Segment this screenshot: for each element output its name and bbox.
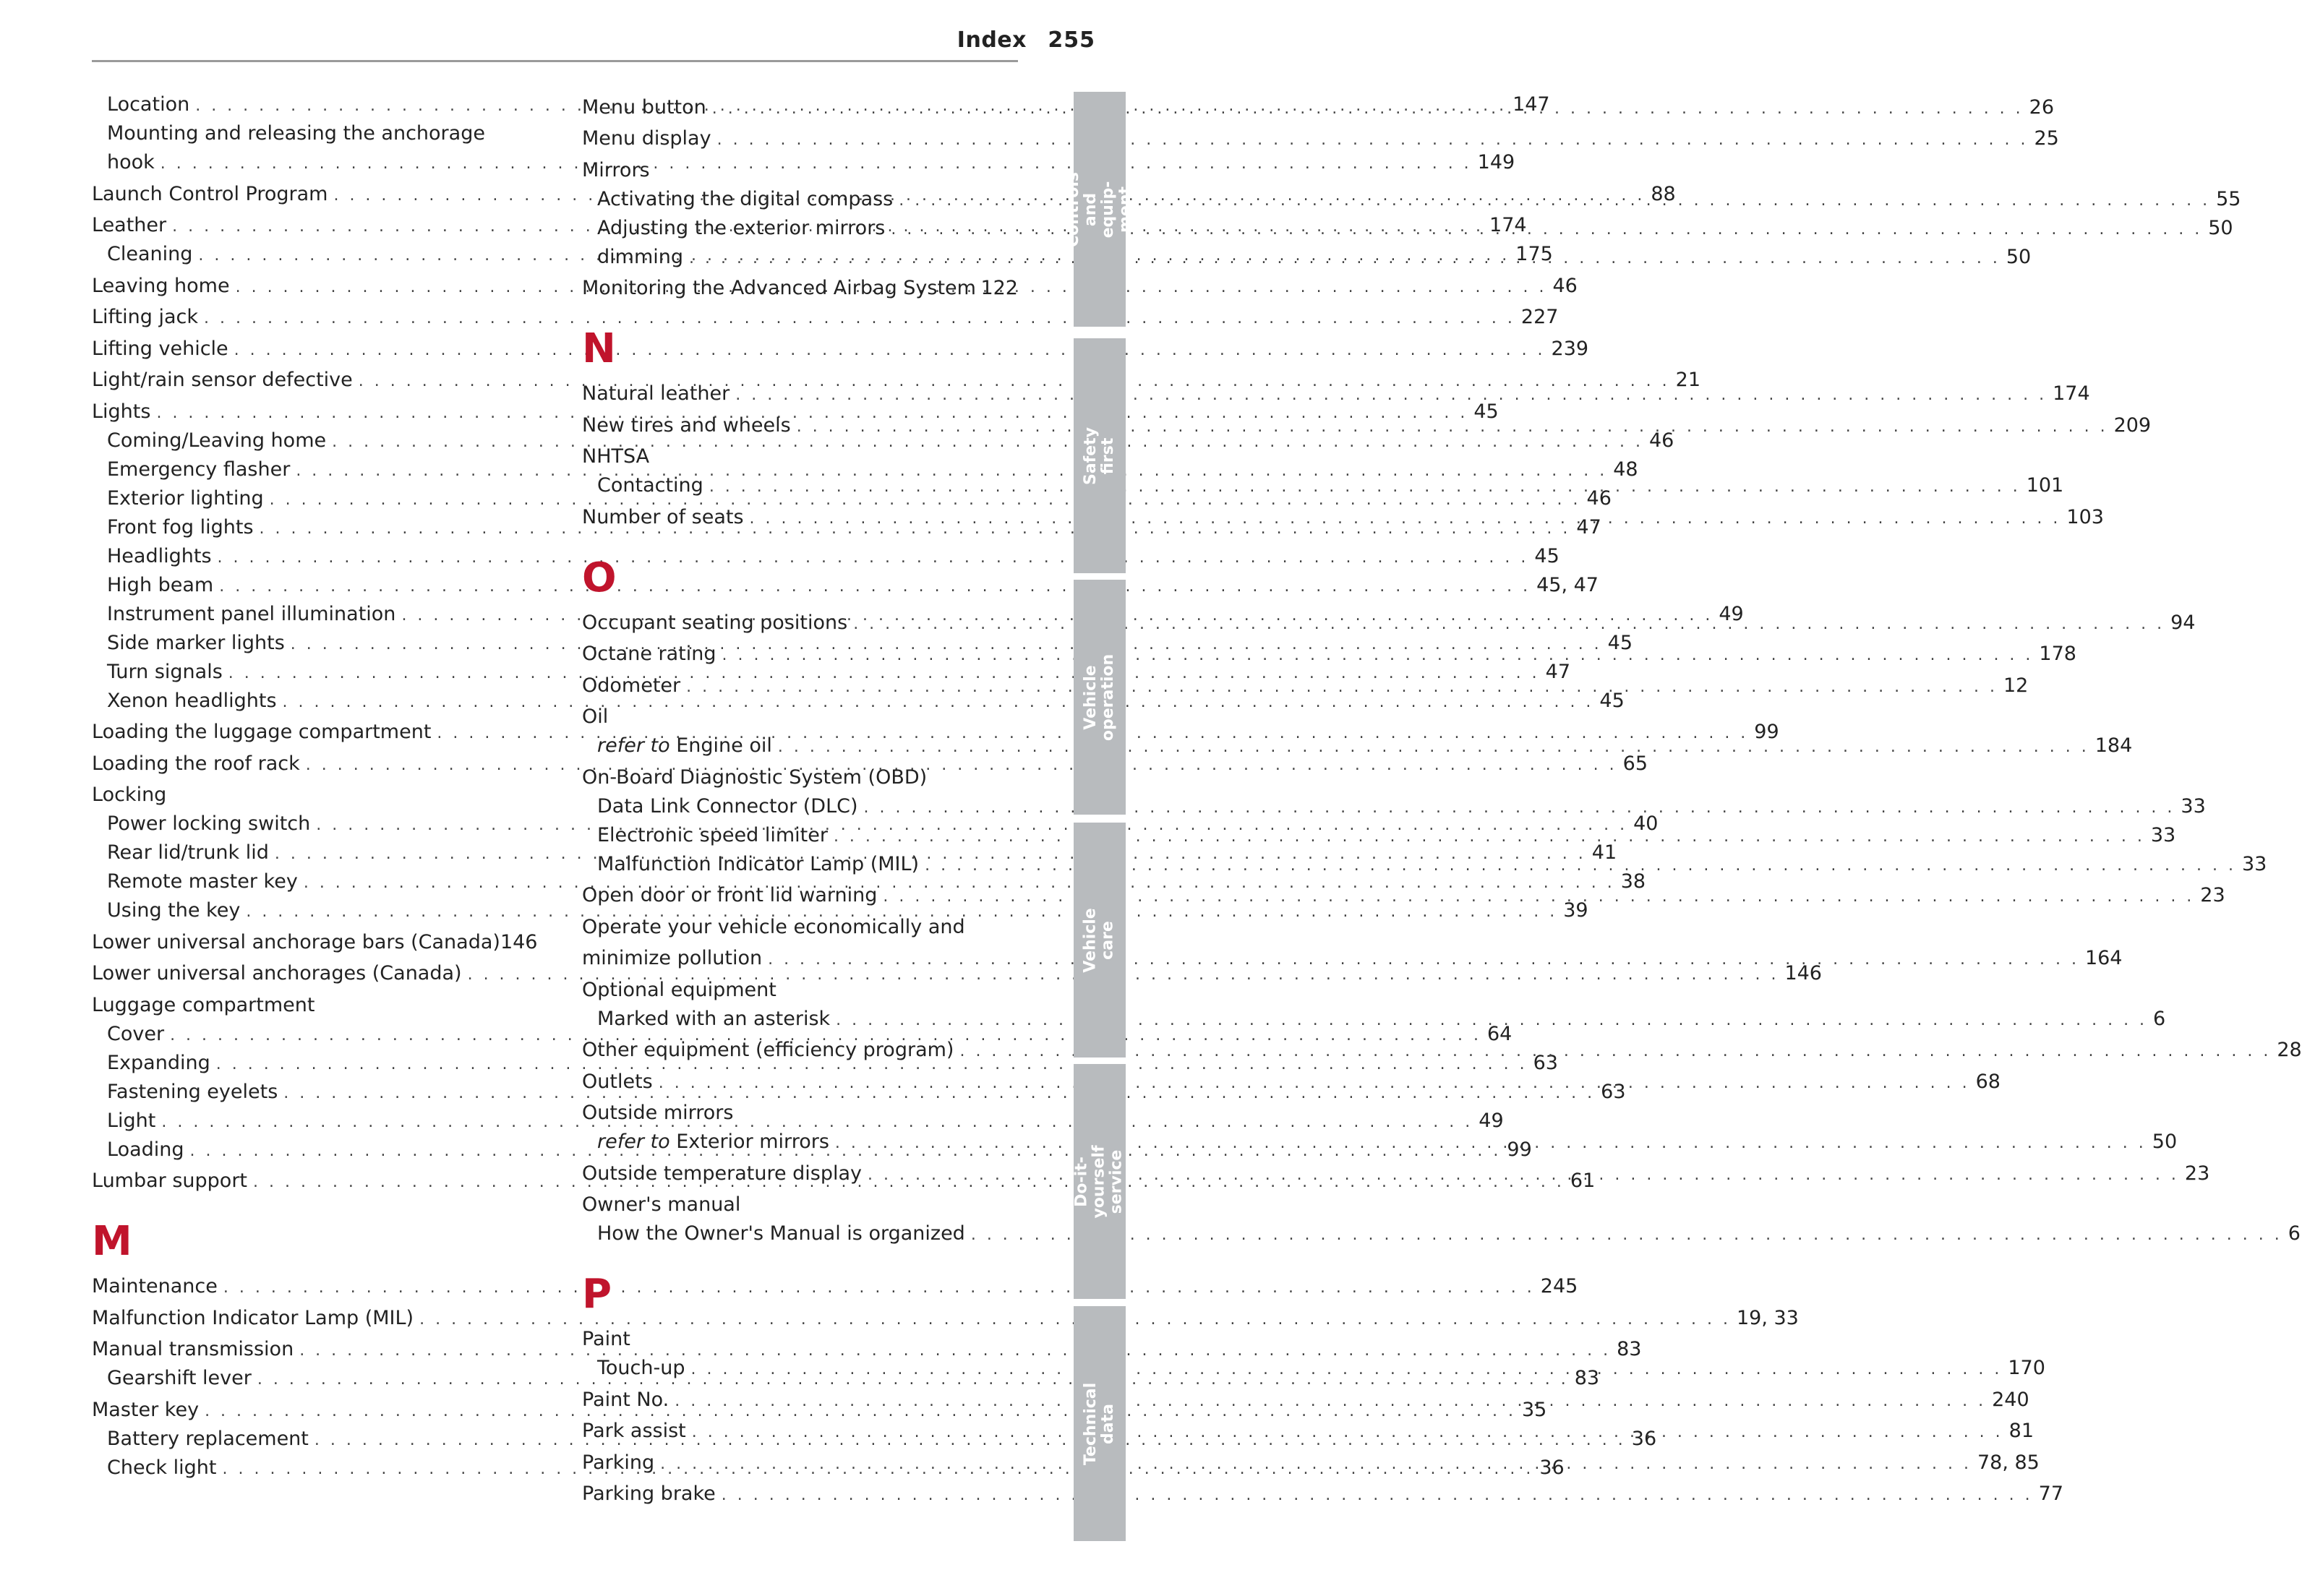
entry-label: Power locking switch <box>107 812 311 835</box>
entry-label: Contacting <box>597 474 703 497</box>
entry-page-number: 47 <box>1545 660 1570 683</box>
section-tab-label: Do-it-yourself service <box>1073 1144 1126 1219</box>
entry-label: New tires and wheels <box>582 413 791 437</box>
index-entry <box>582 1325 1018 1354</box>
dot-leader <box>864 794 2175 823</box>
section-tab-label: Safety first <box>1082 426 1118 485</box>
section-tab[interactable] <box>1074 1064 1126 1299</box>
entry-label <box>597 1128 829 1157</box>
dot-leader <box>836 1006 2147 1035</box>
entry-page-number: 146 <box>500 930 538 953</box>
dot-leader <box>659 1069 1970 1098</box>
dot-leader <box>712 95 2024 124</box>
cross-reference-prefix: refer to <box>597 1130 670 1153</box>
entry-label: Number of seats <box>582 505 744 528</box>
entry-page-number: 33 <box>2241 852 2267 875</box>
entry-page-number: 19, 33 <box>1736 1306 1799 1329</box>
entry-page-number: 36 <box>1539 1456 1565 1479</box>
entry-label: Menu display <box>582 127 711 150</box>
entry-label: Rear lid/trunk lid <box>107 841 269 864</box>
index-entry <box>582 124 2059 153</box>
entry-page-number: 63 <box>1533 1051 1558 1074</box>
entry-page-number: 178 <box>2039 643 2076 665</box>
dot-leader <box>686 673 1998 702</box>
entry-page-number: 77 <box>2038 1483 2063 1505</box>
entry-label: Optional equipment <box>582 978 776 1001</box>
entry-label: Data Link Connector (DLC) <box>597 794 858 818</box>
entry-label: Remote master key <box>107 870 298 893</box>
entry-label: How the Owner's Manual is organized <box>597 1222 965 1245</box>
entry-label: Park assist <box>582 1420 686 1442</box>
index-entry <box>92 303 1559 332</box>
dot-leader <box>778 733 2089 762</box>
index-entry <box>92 1272 1578 1301</box>
index-entry <box>92 781 526 810</box>
entry-label: Touch-up <box>597 1357 685 1379</box>
entry-label: Monitoring the Advanced Airbag System <box>582 277 976 299</box>
entry-label: Activating the digital compass <box>597 187 894 210</box>
dot-leader <box>797 413 2108 442</box>
index-subentry <box>582 792 2206 821</box>
dot-leader <box>768 945 2079 974</box>
entry-page-number: 239 <box>1551 337 1589 360</box>
entry-label: Paint No. <box>582 1388 669 1411</box>
dot-leader <box>709 473 2021 502</box>
entry-label: Loading the luggage compartment <box>92 721 432 743</box>
entry-label: Occupant seating positions <box>582 611 848 634</box>
entry-label: Paint <box>582 1328 630 1350</box>
entry-label: Check light <box>107 1456 217 1479</box>
index-letter-heading: O <box>582 554 617 601</box>
cross-reference-prefix: refer to <box>597 734 670 757</box>
entry-label: Headlights <box>107 544 212 567</box>
entry-page-number: 25 <box>2034 127 2059 150</box>
dot-leader <box>971 1221 2282 1250</box>
entry-label: Exterior lighting <box>107 486 264 510</box>
dot-leader <box>722 641 2034 670</box>
section-tab-label: Vehicle operation <box>1082 653 1117 741</box>
entry-label: minimize pollution <box>582 947 763 969</box>
section-tab[interactable] <box>1074 1306 1126 1541</box>
dot-leader <box>722 1481 2033 1510</box>
entry-page-number: 83 <box>1574 1367 1600 1389</box>
entry-page-number: 184 <box>2095 734 2133 757</box>
entry-page-number: 12 <box>2003 674 2029 697</box>
entry-label: Light/rain sensor defective <box>92 369 353 391</box>
entry-page-number: 83 <box>1617 1338 1642 1360</box>
entry-page-number: 40 <box>1633 812 1659 835</box>
entry-label: Malfunction Indicator Lamp (MIL) <box>92 1306 414 1329</box>
entry-label: Natural leather <box>582 382 730 405</box>
entry-label: Parking brake <box>582 1483 716 1505</box>
entry-label: Adjusting the exterior mirrors <box>597 216 886 239</box>
entry-page-number: 227 <box>1520 306 1559 328</box>
entry-page-number: 23 <box>2184 1162 2210 1185</box>
section-tab-label: Vehicle care <box>1082 907 1118 973</box>
entry-page-number: 88 <box>1651 182 1676 205</box>
index-entry <box>92 335 1589 364</box>
entry-page-number: 28 <box>2277 1039 2302 1061</box>
dot-leader <box>835 1129 2147 1158</box>
dot-leader <box>660 1450 1972 1479</box>
entry-label: Side marker lights <box>107 631 285 654</box>
index-entry <box>582 156 1018 185</box>
entry-label: Operate your vehicle economically and <box>582 915 965 938</box>
entry-label: Using the key <box>107 899 241 922</box>
dot-leader <box>691 1355 2003 1384</box>
entry-label: Outlets <box>582 1070 653 1093</box>
entry-label: Emergency flasher <box>107 458 291 481</box>
entry-label: Fastening eyelets <box>107 1080 278 1103</box>
dot-leader <box>868 1161 2179 1190</box>
index-entry <box>92 959 1822 988</box>
dot-leader <box>689 244 2001 273</box>
entry-page-number: 101 <box>2026 474 2064 497</box>
section-tab[interactable] <box>1074 823 1126 1057</box>
entry-label: Maintenance <box>92 1275 218 1297</box>
entry-page-number: 81 <box>2008 1420 2034 1442</box>
index-entry <box>582 442 1018 471</box>
entry-label: Light <box>107 1109 156 1132</box>
entry-page-number: 50 <box>2006 245 2032 268</box>
entry-page-number: 175 <box>1515 243 1553 265</box>
entry-page-number: 33 <box>2150 823 2176 846</box>
entry-page-number: 6 <box>2288 1222 2301 1245</box>
entry-page-number: 36 <box>1631 1427 1657 1450</box>
entry-label: Cleaning <box>107 243 193 265</box>
page-header <box>92 27 1095 62</box>
entry-page-number: 38 <box>1620 870 1646 893</box>
cross-reference-target: Exterior mirrors <box>676 1130 829 1153</box>
index-entry <box>92 1304 1799 1333</box>
entry-label: Expanding <box>107 1051 210 1074</box>
entry-page-number: 45 <box>1599 689 1625 712</box>
dot-leader <box>853 610 2165 639</box>
entry-label: Loading <box>107 1138 184 1161</box>
entry-page-number: 61 <box>1570 1170 1596 1192</box>
entry-page-number: 64 <box>1486 1022 1512 1045</box>
entry-label: Outside temperature display <box>582 1162 863 1185</box>
index-entry <box>582 703 1018 732</box>
entry-label: Battery replacement <box>107 1427 309 1450</box>
entry-label: Electronic speed limiter <box>597 823 828 846</box>
entry-label: Cover <box>107 1022 165 1045</box>
index-subentry <box>92 1020 1512 1049</box>
entry-label: Lifting jack <box>92 306 199 328</box>
entry-label: Master key <box>92 1398 200 1421</box>
page-number: 255 <box>1048 27 1095 53</box>
index-entry <box>582 672 2029 700</box>
entry-label: Leaving home <box>92 274 230 297</box>
entry-label: Instrument panel illumination <box>107 602 396 625</box>
index-subentry <box>92 687 1625 716</box>
index-subentry <box>582 1219 2301 1248</box>
entry-page-number: 103 <box>2066 505 2104 528</box>
index-entry <box>92 928 538 957</box>
entry-label: On-Board Diagnostic System (OBD) <box>582 765 928 789</box>
entry-label: Leather <box>92 214 167 236</box>
cross-reference-target: Engine oil <box>676 734 772 757</box>
entry-label <box>597 732 772 760</box>
index-entry <box>582 913 1018 942</box>
index-subentry <box>92 542 1559 571</box>
entry-page-number: 245 <box>1540 1275 1578 1297</box>
entry-label: dimming <box>597 245 683 268</box>
entry-page-number: 45 <box>1473 400 1499 423</box>
entry-label: hook <box>107 151 155 173</box>
entry-page-number: 240 <box>1992 1388 2029 1411</box>
section-tab[interactable] <box>1074 338 1126 573</box>
entry-label: Xenon headlights <box>107 689 277 712</box>
section-tab[interactable] <box>1074 580 1126 815</box>
entry-page-number: 147 <box>1512 93 1550 116</box>
entry-page-number: 209 <box>2113 413 2152 437</box>
entry-label: Oil <box>582 705 609 728</box>
entry-page-number: 149 <box>1477 151 1515 173</box>
entry-page-number: 45 <box>1607 631 1633 654</box>
entry-page-number: 146 <box>1784 962 1822 984</box>
index-subentry <box>92 119 526 148</box>
dot-leader <box>675 1387 1986 1416</box>
index-subentry <box>92 426 1674 455</box>
section-tab-label: Technical data <box>1082 1382 1117 1465</box>
index-entry <box>582 1190 1018 1219</box>
entry-page-number: 94 <box>2170 611 2196 634</box>
entry-page-number: 164 <box>2084 947 2123 969</box>
entry-label: Front fog lights <box>107 515 254 539</box>
entry-page-number: 63 <box>1601 1080 1626 1103</box>
entry-page-number: 55 <box>2216 187 2241 210</box>
entry-label: Location <box>107 93 190 116</box>
entry-page-number: 65 <box>1622 752 1648 775</box>
entry-page-number: 35 <box>1521 1398 1547 1421</box>
entry-label: Mounting and releasing the anchorage <box>107 122 485 145</box>
entry-page-number: 26 <box>2029 95 2055 119</box>
entry-label: Odometer <box>582 674 681 697</box>
index-letter-heading: P <box>582 1271 612 1318</box>
entry-page-number: 99 <box>1754 721 1779 743</box>
entry-label: Octane rating <box>582 643 716 665</box>
entry-label: Gearshift lever <box>107 1367 252 1389</box>
entry-page-number: 50 <box>2152 1130 2178 1153</box>
entry-page-number: 48 <box>1613 458 1638 481</box>
entry-page-number: 47 <box>1576 515 1601 539</box>
entry-label: Lifting vehicle <box>92 337 228 360</box>
entry-page-number: 50 <box>2208 216 2233 239</box>
entry-page-number: 49 <box>1719 602 1744 625</box>
entry-page-number: 41 <box>1591 841 1617 864</box>
page-title: Index <box>957 27 1027 53</box>
entry-label: NHTSA <box>582 445 650 468</box>
entry-label: Open door or front lid warning <box>582 884 878 906</box>
entry-label: Launch Control Program <box>92 182 328 205</box>
entry-label: Locking <box>92 784 167 806</box>
entry-page-number: 49 <box>1479 1109 1504 1132</box>
entry-page-number: 170 <box>2008 1357 2045 1379</box>
entry-page-number: 45 <box>1534 544 1559 567</box>
entry-page-number: 45, 47 <box>1536 573 1599 596</box>
dot-leader <box>959 1037 2271 1066</box>
entry-label: Other equipment (efficiency program) <box>582 1039 954 1061</box>
entry-label: Parking <box>582 1451 655 1474</box>
dot-leader <box>750 505 2061 533</box>
dot-leader <box>735 381 2047 410</box>
index-entry <box>582 976 1018 1005</box>
entry-label: Owner's manual <box>582 1193 741 1216</box>
entry-page-number: 46 <box>1552 274 1578 297</box>
entry-page-number: 46 <box>1586 486 1612 510</box>
entry-page-number: 174 <box>2053 382 2090 405</box>
index-entry <box>582 763 1018 792</box>
header-divider <box>92 60 1018 62</box>
index-letter-heading: M <box>92 1218 132 1265</box>
index-entry <box>582 274 1018 303</box>
entry-label: Coming/Leaving home <box>107 429 327 452</box>
dot-leader <box>692 1418 2003 1447</box>
index-entry <box>582 1480 2063 1509</box>
section-tab-label: Controls and equip- ment <box>1064 171 1135 247</box>
index-subentry <box>92 571 1599 600</box>
entry-label: Malfunction Indicator Lamp (MIL) <box>597 852 920 875</box>
index-entry <box>582 1099 1018 1128</box>
entry-page-number: 78, 85 <box>1977 1451 2040 1474</box>
entry-page-number: 6 <box>2153 1007 2166 1030</box>
entry-page-number: 21 <box>1675 369 1701 391</box>
entry-page-number: 122 <box>980 277 1018 299</box>
entry-label: Manual transmission <box>92 1338 294 1360</box>
dot-leader <box>834 823 2145 851</box>
entry-page-number: 99 <box>1507 1138 1532 1161</box>
entry-label: Outside mirrors <box>582 1102 734 1124</box>
entry-label: Lumbar support <box>92 1170 248 1192</box>
index-letter-heading: N <box>582 325 616 372</box>
index-entry <box>92 991 526 1020</box>
dot-leader <box>717 126 2029 155</box>
entry-page-number: 23 <box>2200 884 2225 906</box>
entry-label: High beam <box>107 573 214 596</box>
entry-label: Loading the roof rack <box>92 752 300 775</box>
entry-label: Marked with an asterisk <box>597 1007 831 1030</box>
entry-label: Mirrors <box>582 158 650 181</box>
entry-label: Lower universal anchorages (Canada) <box>92 962 462 984</box>
entry-label: Luggage compartment <box>92 993 315 1016</box>
entry-page-number: 68 <box>1975 1070 2001 1093</box>
entry-page-number: 33 <box>2181 794 2206 818</box>
entry-page-number: 46 <box>1648 429 1674 452</box>
section-tab[interactable] <box>1064 92 1135 327</box>
entry-label: Lower universal anchorage bars (Canada) <box>92 930 500 953</box>
entry-label: Menu button <box>582 95 706 119</box>
entry-page-number: 39 <box>1563 899 1588 922</box>
entry-label: Turn signals <box>107 660 223 683</box>
index-subentry <box>92 896 1588 925</box>
entry-page-number: 174 <box>1489 214 1527 236</box>
entry-label: Lights <box>92 400 151 423</box>
